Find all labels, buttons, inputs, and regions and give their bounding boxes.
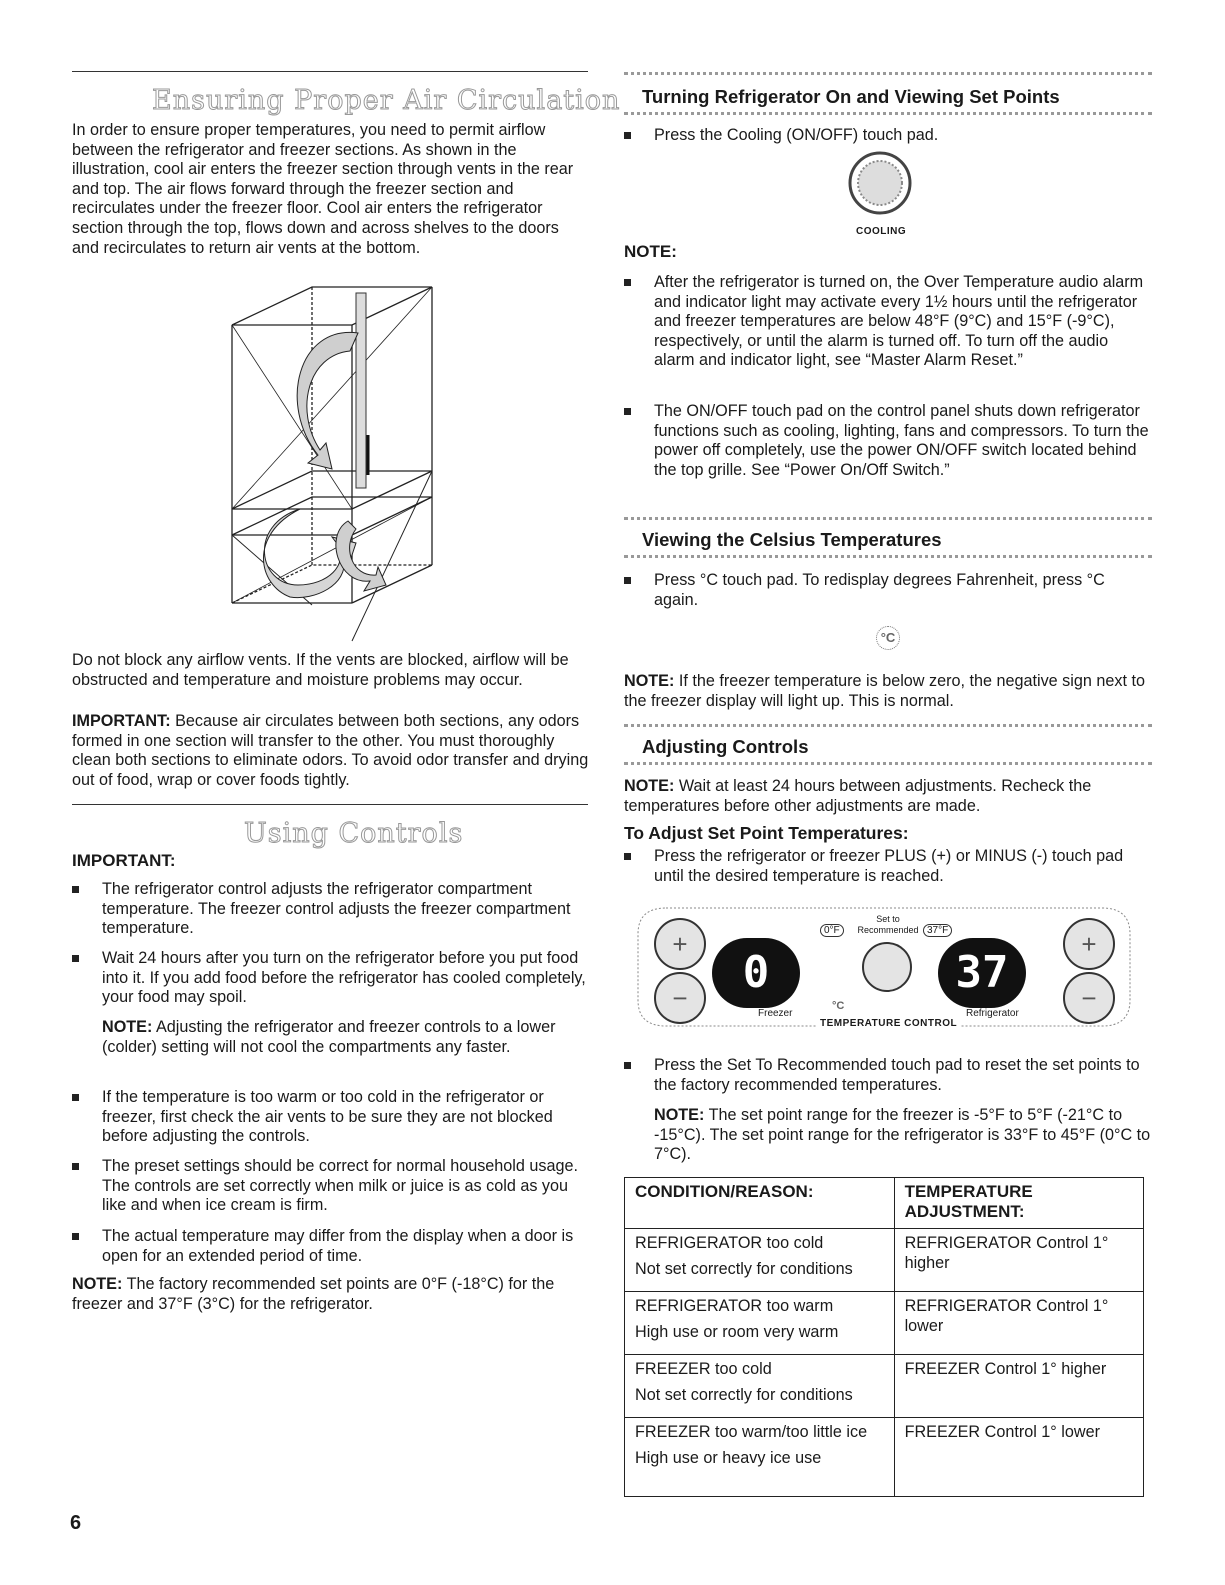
condition-cell (625, 1418, 895, 1497)
celsius-touch-pad-icon: °C (876, 626, 900, 650)
cooling-touch-pad-icon (847, 150, 913, 216)
setto-bullet-text: Press the Set To Recommended touch pad to reset the set points to the factory recommended temperatures. (654, 1056, 1140, 1094)
controls-bullet-text: If the temperature is too warm or too cold in the refrigerator or freezer, first check the air vents to be sure they are not blocked before adjusting the controls. (102, 1088, 553, 1146)
reason-line: High use or heavy ice use (635, 1449, 822, 1467)
note-bullet-text: After the refrigerator is turned on, the Over Temperature audio alarm and indicator light may activate every 1½ hours until the refrigerator and freezer temperatures are below 48°F (9°C) and 15°F (-9°C), respectively, or until the alarm is turned off. To turn off the audio alarm and indicator light, see “Master Alarm Reset.” (654, 273, 1144, 370)
condition-line: FREEZER too warm/too little ice (635, 1423, 868, 1441)
freezer-set-chip: 0°F (820, 924, 844, 937)
set-to-recommended-button[interactable] (862, 942, 912, 992)
condition-cell (625, 1292, 895, 1355)
important-label: IMPORTANT: (72, 712, 171, 730)
bullet-square (624, 408, 631, 415)
recommended-text: Recommended (857, 925, 919, 935)
fridge-set-chip: 37°F (923, 924, 952, 937)
airflow-illustration (228, 285, 440, 645)
dotted-rule (624, 517, 1152, 520)
bullet-square (624, 853, 631, 860)
important-odor-text: Because air circulates between both sections, any odors formed in one section will transfer to the other. You must thoroughly clean both sections to eliminate odors. To avoid odor transfer and drying out of food, wrap or cover foods tightly. (72, 712, 589, 789)
freezer-display: 0 (712, 938, 800, 1008)
bullet-square (72, 886, 79, 893)
condition-cell (625, 1355, 895, 1418)
heading-adjusting: Adjusting Controls (642, 736, 809, 757)
dotted-rule (624, 112, 1152, 115)
temperature-control-caption: TEMPERATURE CONTROL (816, 1018, 961, 1029)
adjustment-cell: REFRIGERATOR Control 1° higher (894, 1229, 1143, 1292)
cooling-label: COOLING (856, 226, 907, 237)
bullet-square (624, 279, 631, 286)
table-row (625, 1418, 1144, 1497)
heading-celsius: Viewing the Celsius Temperatures (642, 529, 942, 550)
celsius-bullet-text: Press °C touch pad. To redisplay degrees Fahrenheit, press °C again. (654, 571, 1105, 609)
set-to-text: Set to (876, 914, 900, 924)
reason-line: Not set correctly for conditions (635, 1260, 853, 1278)
adjustment-cell: FREEZER Control 1° lower (894, 1418, 1143, 1497)
freezer-label: Freezer (758, 1008, 793, 1019)
top-rule-left (72, 71, 588, 72)
condition-line: REFRIGERATOR too warm (635, 1297, 834, 1315)
dotted-rule (624, 724, 1152, 727)
important-odor-paragraph (72, 712, 590, 790)
adjustment-table (624, 1177, 1144, 1497)
dotted-rule (624, 72, 1152, 75)
table-header-row (625, 1178, 1144, 1229)
bullet-square (624, 577, 631, 584)
adjust-bullet-text: Press the refrigerator or freezer PLUS (+) or MINUS (-) touch pad until the desired temperature is reached. (654, 847, 1124, 885)
refrigerator-label: Refrigerator (966, 1008, 1019, 1019)
adjusting-note (624, 777, 1152, 816)
bullet-note (102, 1018, 588, 1057)
note-label: NOTE: (624, 672, 675, 690)
note-label: NOTE: (654, 1106, 705, 1124)
important-heading: IMPORTANT: (72, 851, 176, 870)
controls-bullet-text: The refrigerator control adjusts the refrigerator compartment temperature. The freezer control adjusts the freezer compartment temperature. (102, 880, 571, 938)
note-heading: NOTE: (624, 242, 677, 261)
bullet-square (624, 1062, 631, 1069)
table-row (625, 1355, 1144, 1418)
range-note-text: The set point range for the freezer is -5°F to 5°F (-21°C to -15°C). The set point range for the refrigerator is 33°F to 45°F (0°C to 7°C). (654, 1106, 1151, 1164)
refrigerator-display: 37 (938, 938, 1026, 1008)
refrigerator-plus-button[interactable]: + (1063, 918, 1115, 970)
table-row (625, 1292, 1144, 1355)
table-row (625, 1229, 1144, 1292)
set-to-recommended-label (853, 914, 923, 936)
table-header-adjustment: TEMPERATURE ADJUSTMENT: (894, 1178, 1143, 1229)
dotted-rule (624, 555, 1152, 558)
note-label: NOTE: (102, 1018, 153, 1036)
heading-turning-on: Turning Refrigerator On and Viewing Set Points (642, 86, 1060, 107)
controls-bullet-text: The preset settings should be correct for normal household usage. The controls are set correctly when milk or juice is as cold as you like and when ice cream is firm. (102, 1157, 579, 1215)
section-title-using-controls: Using Controls (244, 818, 464, 849)
factory-setpoints-text: The factory recommended set points are 0°F (-18°C) for the freezer and 37°F (3°C) for the refrigerator. (72, 1275, 555, 1313)
factory-setpoints-note (72, 1275, 590, 1314)
bullet-square (72, 1233, 79, 1240)
temperature-control-panel (636, 904, 1132, 1030)
table-header-condition: CONDITION/REASON: (625, 1178, 895, 1229)
air-circulation-paragraph: In order to ensure proper temperatures, you need to permit airflow between the refrigerator and freezer sections. As shown in the illustration, cool air enters the freezer section through vents in the rear and top. The air flows forward through the freezer section and recirculates under the freezer floor. Cool air enters the refrigerator section through the top, flows down and across shelves to the doors and recirculates to return air vents at the bottom. (72, 121, 574, 257)
bullet-note-text: Adjusting the refrigerator and freezer controls to a lower (colder) setting will not cool the compartments any faster. (102, 1018, 556, 1056)
freezer-plus-button[interactable]: + (654, 918, 706, 970)
airflow-warning: Do not block any airflow vents. If the vents are blocked, airflow will be obstructed and temperature and moisture problems may occur. (72, 651, 569, 689)
reason-line: Not set correctly for conditions (635, 1386, 853, 1404)
note-label: NOTE: (624, 777, 675, 795)
condition-cell (625, 1229, 895, 1292)
range-note (654, 1106, 1152, 1165)
controls-bullet-text: Wait 24 hours after you turn on the refrigerator before you put food into it. If you add food before the refrigerator has cooled completely, your food may spoil. (102, 949, 586, 1007)
note-label: NOTE: (72, 1275, 123, 1293)
controls-bullet-text: The actual temperature may differ from the display when a door is open for an extended period of time. (102, 1227, 574, 1265)
celsius-button[interactable]: °C (832, 1000, 845, 1012)
adjustment-cell: REFRIGERATOR Control 1° lower (894, 1292, 1143, 1355)
bullet-square (72, 1094, 79, 1101)
freezer-minus-button[interactable]: − (654, 972, 706, 1024)
heading-adjust-set-point: To Adjust Set Point Temperatures: (624, 823, 909, 843)
reason-line: High use or room very warm (635, 1323, 839, 1341)
bullet-square (624, 132, 631, 139)
adjusting-note-text: Wait at least 24 hours between adjustments. Recheck the temperatures before other adjustments are made. (624, 777, 1092, 815)
dotted-rule (624, 762, 1152, 765)
adjustment-cell: FREEZER Control 1° higher (894, 1355, 1143, 1418)
celsius-note-text: If the freezer temperature is below zero, the negative sign next to the freezer display will light up. This is normal. (624, 672, 1145, 710)
section-title-air-circulation: Ensuring Proper Air Circulation (152, 85, 621, 116)
page-number: 6 (70, 1512, 82, 1534)
celsius-note (624, 672, 1152, 711)
bullet-square (72, 1163, 79, 1170)
condition-line: FREEZER too cold (635, 1360, 772, 1378)
condition-line: REFRIGERATOR too cold (635, 1234, 824, 1252)
refrigerator-minus-button[interactable]: − (1063, 972, 1115, 1024)
section-rule-controls (72, 804, 588, 805)
note-bullet-text: The ON/OFF touch pad on the control panel shuts down refrigerator functions such as cooling, lighting, fans and compressors. To turn the power off completely, use the power ON/OFF switch located behind the top grille. See “Power On/Off Switch.” (654, 402, 1149, 479)
bullet-square (72, 955, 79, 962)
turning-bullet-text: Press the Cooling (ON/OFF) touch pad. (654, 126, 939, 144)
